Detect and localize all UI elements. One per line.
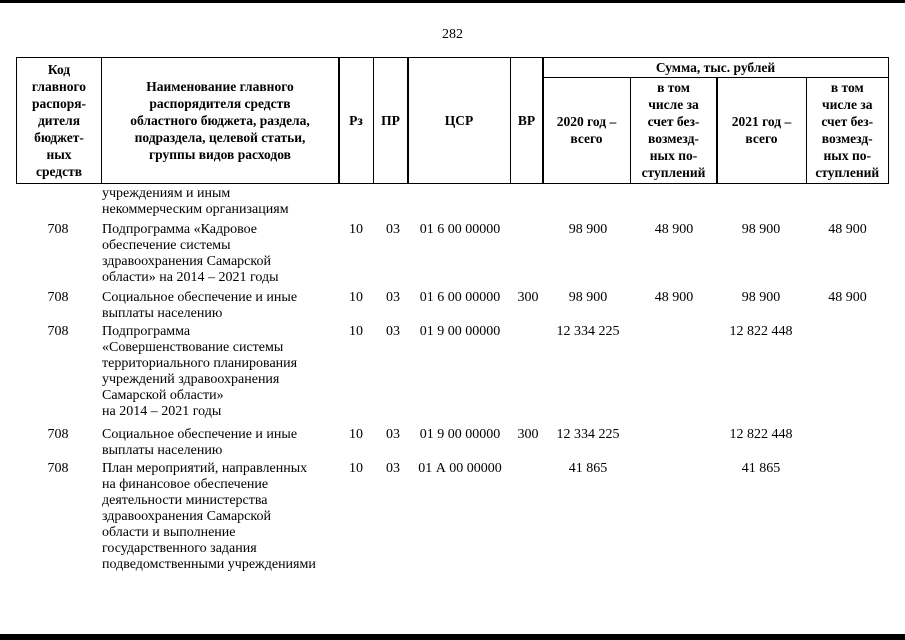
header-pr: ПР [373,57,409,184]
cell-pr: 03 [386,324,400,339]
cell-vr: 300 [517,427,539,442]
cell-sum-2020: 98 900 [568,222,608,237]
cell-sum-2020: 12 334 225 [556,427,620,442]
cell-csr: 01 9 00 00000 [419,324,501,339]
header-sum-2021: 2021 год – всего [716,77,807,185]
cell-name: Социальное обеспечение и иные выплаты населению [102,290,298,321]
cell-rz: 10 [349,461,363,476]
header-rz: Рз [338,57,374,184]
header-vr: ВР [510,57,544,184]
cell-pr: 03 [386,461,400,476]
cell-incl-2020: 48 900 [654,222,694,237]
header-sum-group: Сумма, тыс. рублей [542,57,889,78]
cell-rz: 10 [349,290,363,305]
cell-sum-2021: 12 822 448 [729,324,793,339]
cell-sum-2020: 12 334 225 [556,324,620,339]
cell-incl-2021: 48 900 [828,290,867,305]
cell-csr: 01 6 00 00000 [419,222,501,237]
cell-sum-2021: 41 865 [741,461,781,476]
cell-sum-2020: 98 900 [568,290,608,305]
cell-vr: 300 [517,290,539,305]
cell-rz: 10 [349,427,363,442]
table-header [16,57,889,184]
bottom-border-line [0,634,905,640]
cell-name: Социальное обеспечение и иные выплаты населению [102,427,298,458]
cell-incl-2020: 48 900 [654,290,694,305]
cell-pr: 03 [386,222,400,237]
header-name: Наименование главного распорядителя средств областного бюджета, раздела, подраздела, целевой статьи, группы видов расходов [101,57,340,184]
header-sum-2020: 2020 год – всего [542,77,631,185]
cell-code: 708 [47,290,69,305]
header-incl-2020: в том числе за счет без- возмезд- ных по- ступлений [630,77,718,185]
cell-name: учреждениям и иным некоммерческим организациям [102,186,289,217]
cell-name: Подпрограмма «Совершенствование системы территориального планирования учреждений здравоохранения Самарской области» на 2014 – 2021 годы [102,324,298,419]
cell-name: Подпрограмма «Кадровое обеспечение системы здравоохранения Самарской области» на 2014 – 2021 годы [102,222,279,285]
cell-rz: 10 [349,222,363,237]
cell-csr: 01 9 00 00000 [419,427,501,442]
cell-pr: 03 [386,427,400,442]
cell-code: 708 [47,461,69,476]
cell-sum-2021: 12 822 448 [729,427,793,442]
cell-csr: 01 А 00 00000 [418,461,502,476]
top-border-line [0,0,905,3]
cell-rz: 10 [349,324,363,339]
header-csr: ЦСР [407,57,511,184]
header-code: Код главного распоря- дителя бюджет- ных средств [16,57,102,184]
cell-incl-2021: 48 900 [828,222,867,237]
cell-sum-2021: 98 900 [741,222,781,237]
cell-csr: 01 6 00 00000 [419,290,501,305]
cell-code: 708 [47,427,69,442]
page-number: 282 [442,27,463,42]
cell-sum-2021: 98 900 [741,290,781,305]
cell-pr: 03 [386,290,400,305]
cell-code: 708 [47,324,69,339]
header-incl-2021: в том числе за счет без- возмезд- ных по- ступлений [806,77,890,185]
cell-code: 708 [47,222,69,237]
cell-sum-2020: 41 865 [568,461,608,476]
cell-name: План мероприятий, направленных на финансовое обеспечение деятельности министерства здравоохранения Самарской области и выполнение государственного задания подведомственными учреждениями [102,461,316,572]
